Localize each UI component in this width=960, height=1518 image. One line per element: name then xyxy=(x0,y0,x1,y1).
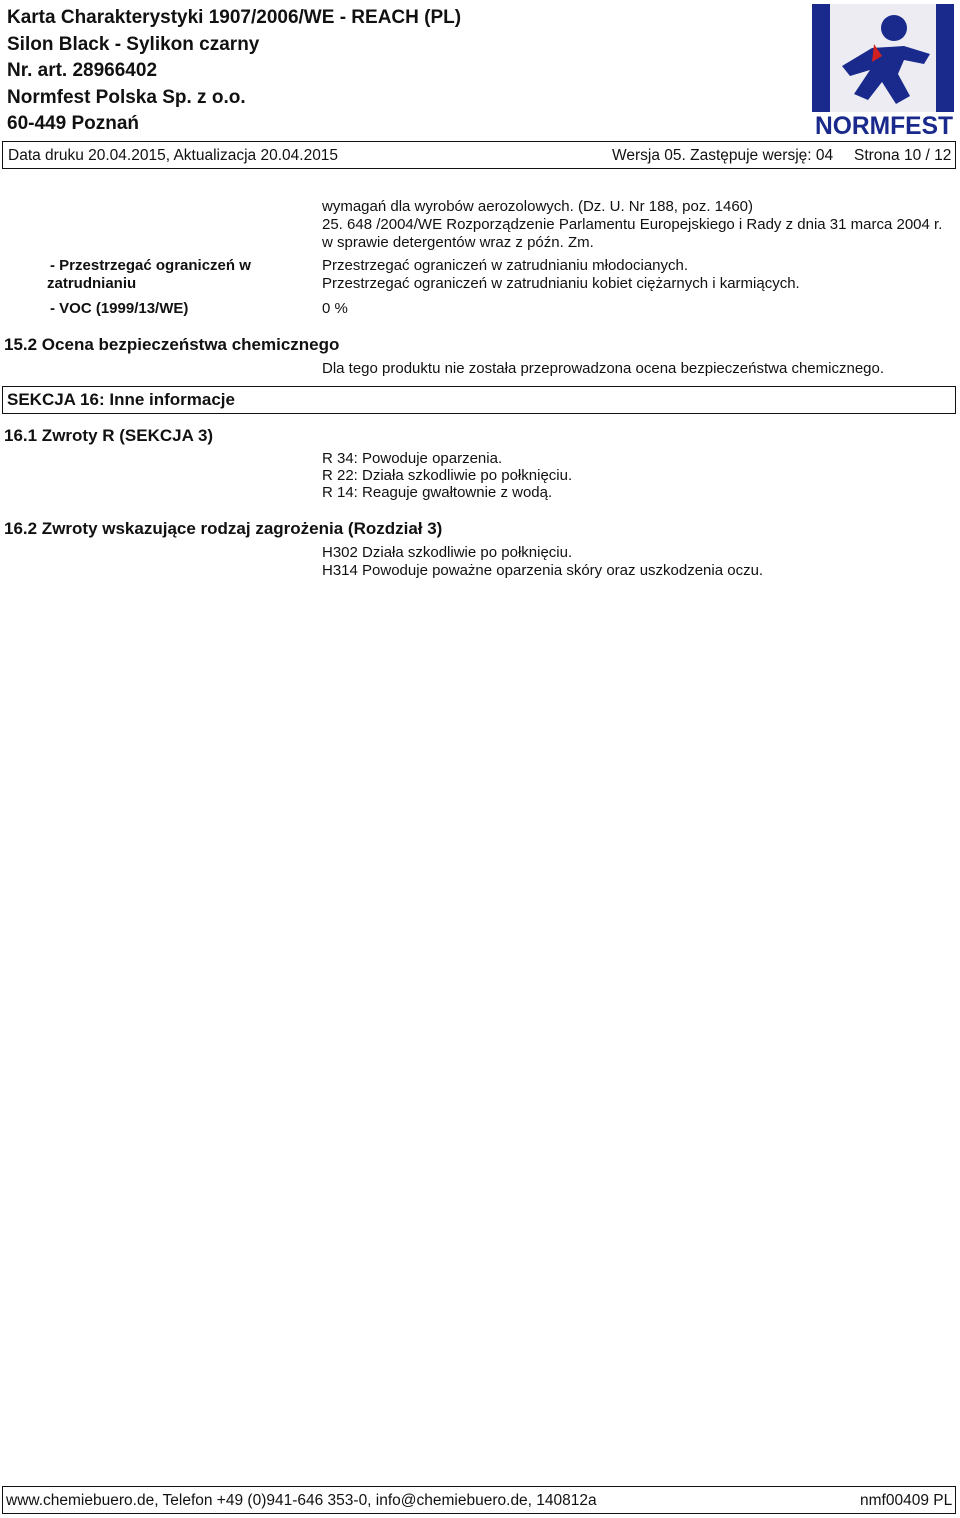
r-phrase-item: R 14: Reaguje gwałtownie z wodą. xyxy=(322,484,553,501)
footer-bar xyxy=(2,1486,956,1514)
logo-figure-head xyxy=(881,15,907,41)
logo-right-pillar xyxy=(936,4,954,112)
section-16-1-title: 16.1 Zwroty R (SEKCJA 3) xyxy=(4,426,214,445)
footer-contact: www.chemiebuero.de, Telefon +49 (0)941-646 353-0, info@chemiebuero.de, 140812a xyxy=(6,1492,597,1509)
r-phrase-item: R 34: Powoduje oparzenia. xyxy=(322,450,503,467)
print-date: Data druku 20.04.2015, Aktualizacja 20.04.2015 xyxy=(8,147,339,164)
regulation-text-line-3: w sprawie detergentów wraz z późn. Zm. xyxy=(322,234,594,251)
voc-value: 0 % xyxy=(322,300,348,317)
restrictions-label-line-1: - Przestrzegać ograniczeń w xyxy=(50,257,251,274)
r-phrase-item: R 22: Działa szkodliwie po połknięciu. xyxy=(322,467,573,484)
logo-left-pillar xyxy=(812,4,830,112)
print-info-bar xyxy=(2,141,956,169)
h-phrase-item: H302 Działa szkodliwie po połknięciu. xyxy=(322,544,573,561)
voc-label: - VOC (1999/13/WE) xyxy=(50,300,189,317)
footer-code: nmf00409 PL xyxy=(860,1492,953,1509)
h-phrase-item: H314 Powoduje poważne oparzenia skóry oraz uszkodzenia oczu. xyxy=(322,562,764,579)
regulation-text-line-2: 25. 648 /2004/WE Rozporządzenie Parlamentu Europejskiego i Rady z dnia 31 marca 2004 r. xyxy=(322,216,943,233)
company-name: Normfest Polska Sp. z o.o. xyxy=(7,86,246,108)
section-15-2-text: Dla tego produktu nie została przeprowadzona ocena bezpieczeństwa chemicznego. xyxy=(322,360,885,377)
section-16-2-title: 16.2 Zwroty wskazujące rodzaj zagrożenia (Rozdział 3) xyxy=(4,519,443,538)
page-number: Strona 10 / 12 xyxy=(854,147,952,164)
restrictions-label-line-2: zatrudnianiu xyxy=(47,275,137,292)
company-address: 60-449 Poznań xyxy=(7,113,139,134)
restrictions-value-line-2: Przestrzegać ograniczeń w zatrudnianiu kobiet ciężarnych i karmiących. xyxy=(322,275,800,292)
section-16-title: SEKCJA 16: Inne informacje xyxy=(7,390,235,409)
restrictions-value-line-1: Przestrzegać ograniczeń w zatrudnianiu młodocianych. xyxy=(322,257,689,274)
product-name: Silon Black - Sylikon czarny xyxy=(7,33,260,55)
version-info: Wersja 05. Zastępuje wersję: 04 xyxy=(612,147,834,164)
document-header xyxy=(7,5,461,138)
section-16-header xyxy=(2,386,956,414)
normfest-logo xyxy=(812,4,956,138)
regulation-text-line-1: wymagań dla wyrobów aerozolowych. (Dz. U. Nr 188, poz. 1460) xyxy=(322,198,754,215)
section-15-2-title: 15.2 Ocena bezpieczeństwa chemicznego xyxy=(4,335,340,354)
logo-wordmark: NORMFEST xyxy=(815,112,953,138)
article-number: Nr. art. 28966402 xyxy=(7,60,158,81)
document-title: Karta Charakterystyki 1907/2006/WE - REACH (PL) xyxy=(7,7,462,28)
